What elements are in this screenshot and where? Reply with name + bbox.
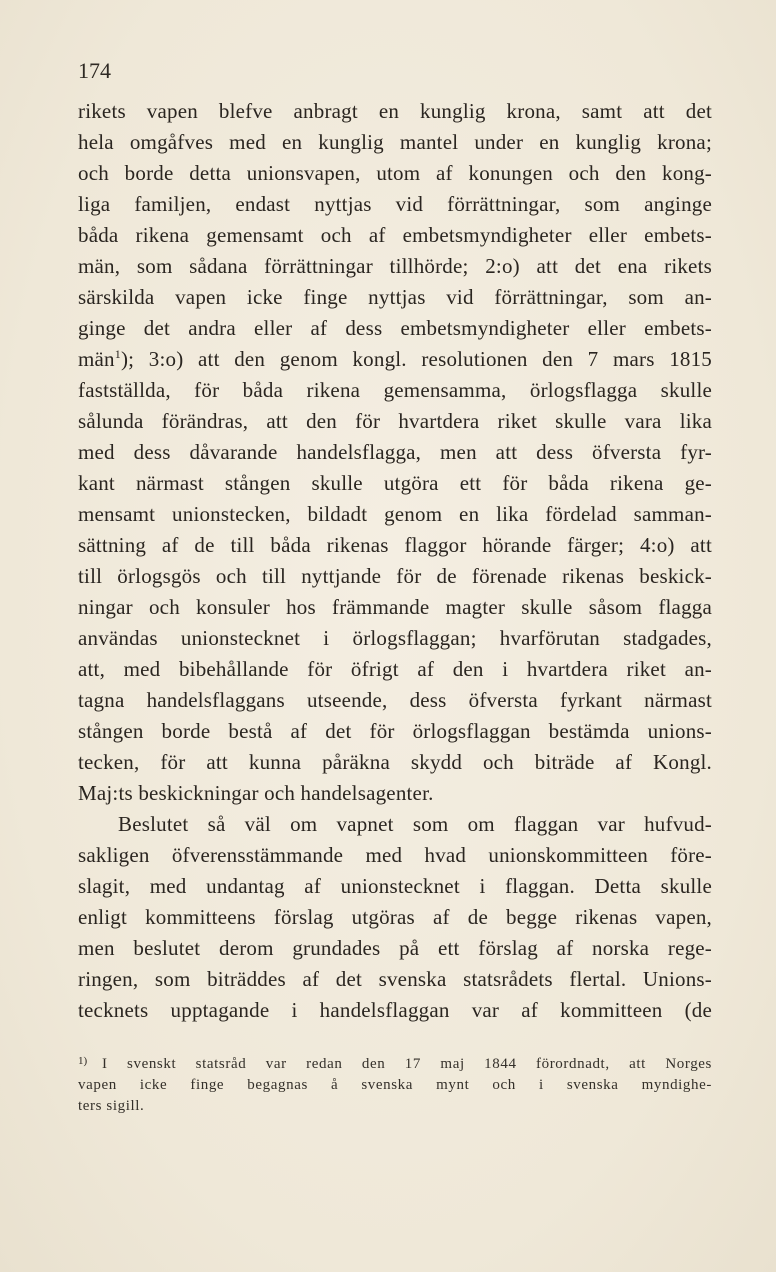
- text-line: Beslutet så väl om vapnet som om flaggan var hufvud-: [118, 812, 712, 836]
- footnote-marker: 1): [78, 1055, 88, 1067]
- page-number: 174: [78, 58, 111, 83]
- text-line: fastställda, för båda rikena gemensamma, örlogsflagga skulle: [78, 378, 712, 402]
- text-fragment: ); 3:o) att den genom kongl. resolutionen den 7 mars 1815: [120, 347, 712, 371]
- footnote-line: I svenskt statsråd var redan den 17 maj 1844 förordnadt, att Norges: [102, 1056, 712, 1072]
- text-line: Maj:ts beskickningar och handelsagenter.: [78, 781, 434, 805]
- text-line: stången borde bestå af det för örlogsflaggan bestämda unions-: [78, 719, 712, 743]
- text-line: män, som sådana förrättningar tillhörde; 2:o) att det ena rikets: [78, 254, 712, 278]
- text-line: att, med bibehållande för öfrigt af den i hvartdera riket an-: [78, 657, 712, 681]
- text-line-with-footnote-ref: [78, 344, 712, 375]
- text-line: ginge det andra eller af dess embetsmyndigheter eller embets-: [78, 316, 712, 340]
- text-line: med dess dåvarande handelsflagga, men att dess öfversta fyr-: [78, 440, 712, 464]
- text-line: ningar och konsuler hos främmande magter skulle såsom flagga: [78, 595, 712, 619]
- text-line: användas unionstecknet i örlogsflaggan; hvarförutan stadgades,: [78, 626, 712, 650]
- text-line: tagna handelsflaggans utseende, dess öfversta fyrkant närmast: [78, 688, 712, 712]
- text-line: mensamt unionstecken, bildadt genom en lika fördelad samman-: [78, 502, 712, 526]
- text-fragment: män: [78, 347, 115, 371]
- text-line: båda rikena gemensamt och af embetsmyndigheter eller embets-: [78, 223, 712, 247]
- body-text: [78, 96, 712, 1026]
- footnote: [78, 1054, 712, 1117]
- footnote-line: ters sigill.: [78, 1098, 145, 1114]
- text-line: sättning af de till båda rikenas flaggor hörande färger; 4:o) att: [78, 533, 712, 557]
- text-line: ringen, som biträddes af det svenska statsrådets flertal. Unions-: [78, 967, 712, 991]
- text-line: slagit, med undantag af unionstecknet i flaggan. Detta skulle: [78, 874, 712, 898]
- footnote-reference: 1: [114, 347, 121, 361]
- text-line: sakligen öfverensstämmande med hvad unionskommitteen före-: [78, 843, 712, 867]
- text-line: tecknets upptagande i handelsflaggan var af kommitteen (de: [78, 998, 712, 1022]
- text-line: enligt kommitteens förslag utgöras af de begge rikenas vapen,: [78, 905, 712, 929]
- text-line: särskilda vapen icke finge nyttjas vid förrättningar, som an-: [78, 285, 712, 309]
- text-line: rikets vapen blefve anbragt en kunglig krona, samt att det: [78, 99, 712, 123]
- text-line: kant närmast stången skulle utgöra ett för båda rikena ge-: [78, 471, 712, 495]
- footnote-line: vapen icke finge begagnas å svenska mynt och i svenska myndighe-: [78, 1077, 712, 1093]
- text-line: och borde detta unionsvapen, utom af konungen och den kong-: [78, 161, 712, 185]
- text-line: men beslutet derom grundades på ett förslag af norska rege-: [78, 936, 712, 960]
- text-line: liga familjen, endast nyttjas vid förrättningar, som anginge: [78, 192, 712, 216]
- text-line: till örlogsgös och till nyttjande för de förenade rikenas beskick-: [78, 564, 712, 588]
- text-line: sålunda förändras, att den för hvartdera riket skulle vara lika: [78, 409, 712, 433]
- text-line: hela omgåfves med en kunglig mantel under en kunglig krona;: [78, 130, 712, 154]
- text-line: tecken, för att kunna påräkna skydd och biträde af Kongl.: [78, 750, 712, 774]
